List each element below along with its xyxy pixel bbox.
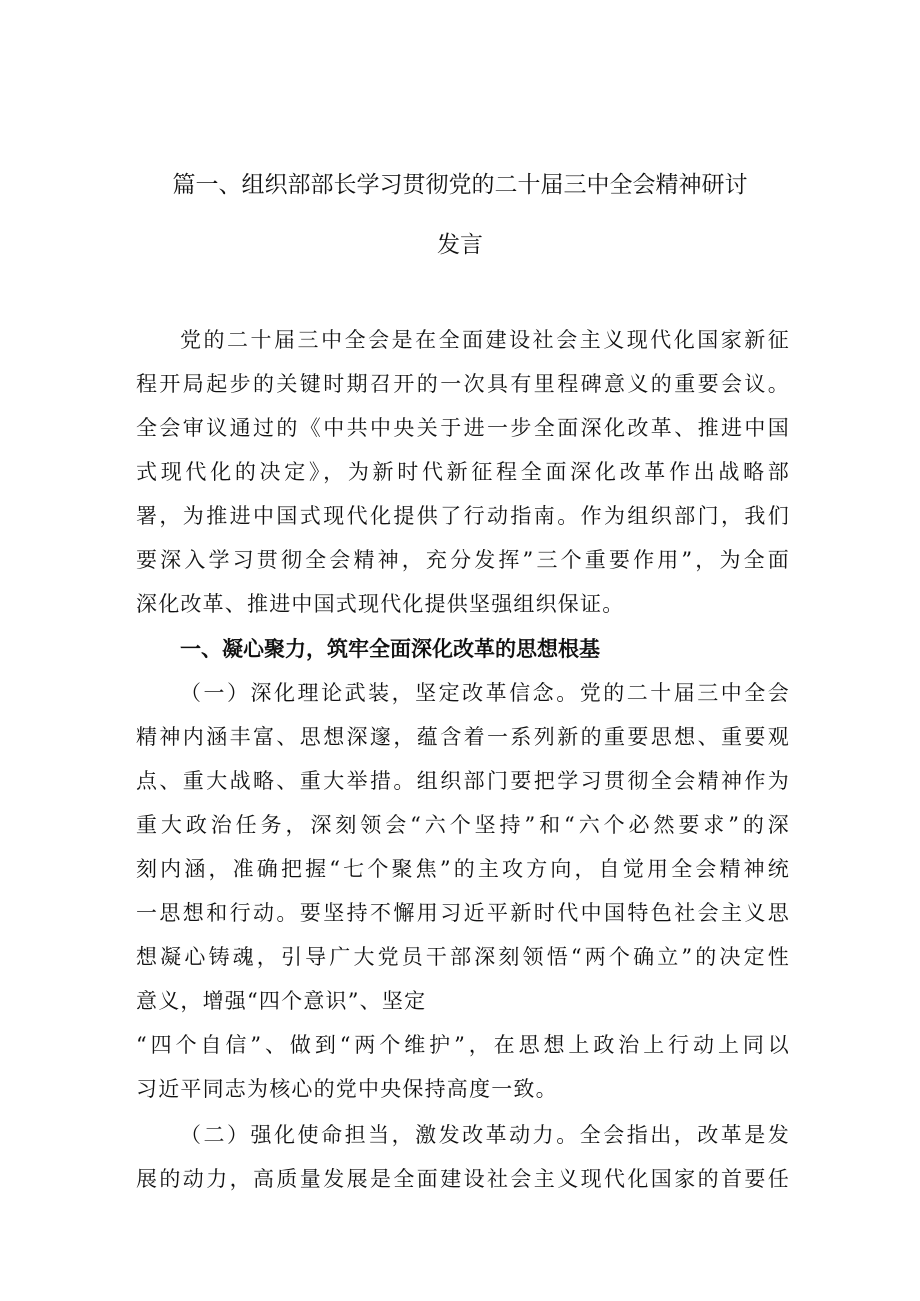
paragraph-line: 展的动力，高质量发展是全面建设社会主义现代化国家的首要任 [136, 1167, 790, 1191]
intro-line: 党的二十届三中全会是在全面建设社会主义现代化国家新征 [180, 328, 790, 352]
document-title-line-2: 发言 [437, 232, 483, 258]
intro-line: 要深入学习贯彻全会精神，充分发挥”三个重要作用”，为全面 [136, 548, 790, 572]
intro-line: 署，为推进中国式现代化提供了行动指南。作为组织部门，我们 [136, 504, 790, 528]
paragraph-line: 点、重大战略、重大举措。组织部门要把学习贯彻全会精神作为 [136, 769, 790, 793]
paragraph-line: （一）深化理论武装，坚定改革信念。党的二十届三中全会 [180, 681, 790, 705]
paragraph-line: 一思想和行动。要坚持不懈用习近平新时代中国特色社会主义思 [136, 901, 790, 925]
paragraph-line: 习近平同志为核心的党中央保持高度一致。 [136, 1077, 558, 1101]
paragraph-line: （二）强化使命担当，激发改革动力。全会指出，改革是发 [180, 1123, 790, 1147]
paragraph-line: “四个自信”、做到“两个维护”，在思想上政治上行动上同以 [136, 1033, 790, 1057]
intro-line: 式现代化的决定》，为新时代新征程全面深化改革作出战略部 [136, 460, 790, 484]
intro-line: 程开局起步的关键时期召开的一次具有里程碑意义的重要会议。 [136, 372, 790, 396]
intro-line: 全会审议通过的《中共中央关于进一步全面深化改革、推进中国 [136, 416, 790, 440]
paragraph-line: 意义，增强“四个意识”、坚定 [136, 989, 427, 1013]
paragraph-line: 想凝心铸魂，引导广大党员干部深刻领悟“两个确立”的决定性 [136, 945, 790, 969]
section-heading: 一、凝心聚力，筑牢全面深化改革的思想根基 [180, 637, 600, 661]
paragraph-line: 精神内涵丰富、思想深邃，蕴含着一系列新的重要思想、重要观 [136, 725, 790, 749]
document-title-line-1: 篇一、组织部部长学习贯彻党的二十届三中全会精神研讨 [172, 172, 748, 198]
intro-line: 深化改革、推进中国式现代化提供坚强组织保证。 [136, 592, 625, 616]
paragraph-line: 刻内涵，准确把握“七个聚焦”的主攻方向，自觉用全会精神统 [136, 857, 790, 881]
paragraph-line: 重大政治任务，深刻领会“六个坚持”和“六个必然要求”的深 [136, 813, 790, 837]
